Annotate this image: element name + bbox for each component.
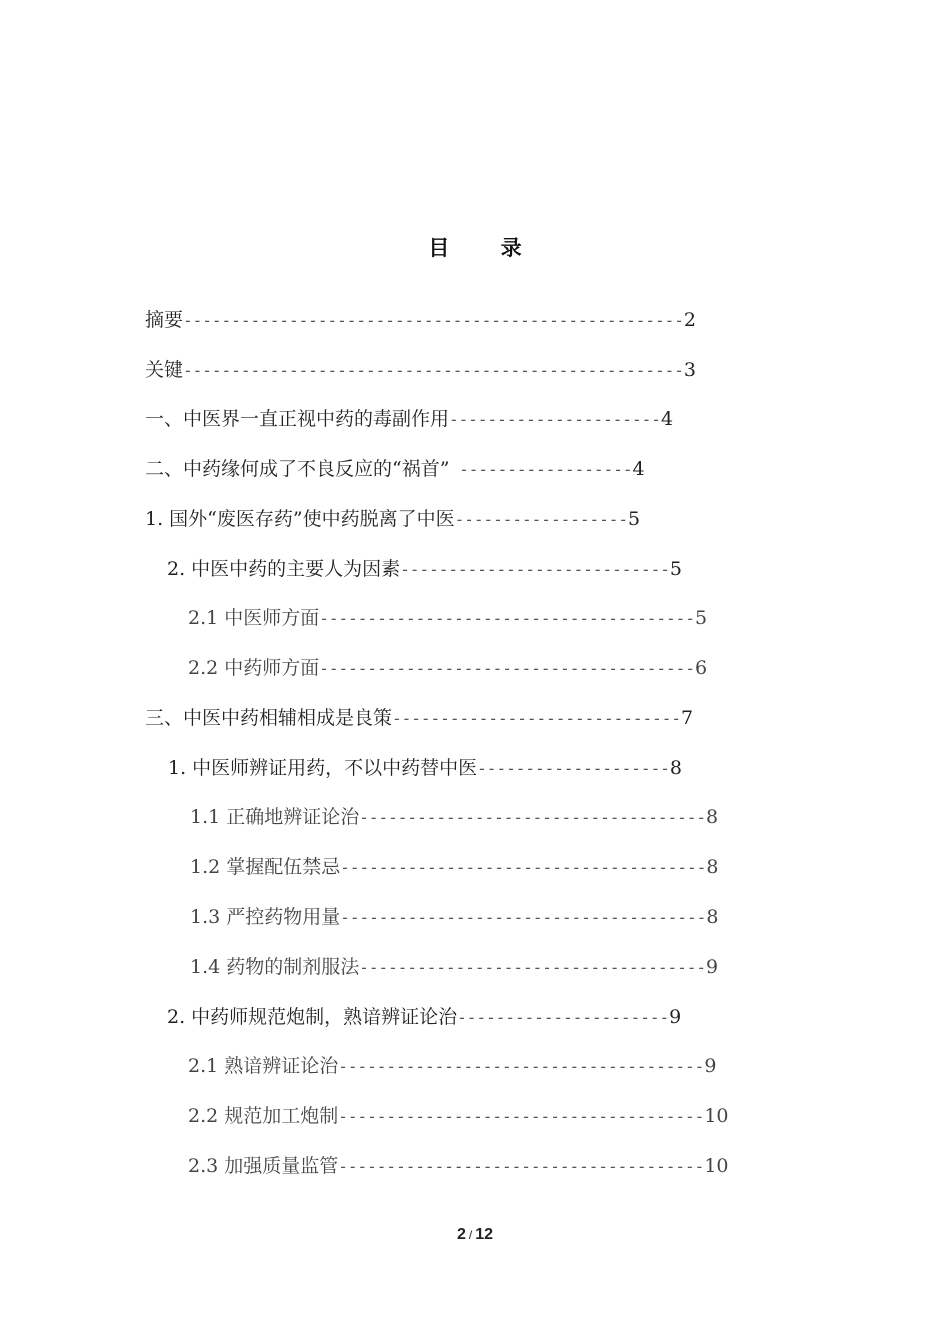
toc-page-number: 5 [694,607,708,629]
toc-entry-label: 2.1 中医师方面 [188,607,320,629]
toc-entry-section-2[interactable] [145,455,760,483]
toc-page-number: 7 [681,707,694,729]
page-separator: / [468,1228,473,1242]
toc-entry-section-2-2[interactable] [167,555,760,583]
toc-leader: ---------------------------- [400,560,670,579]
toc-entry-label: 三、中医中药相辅相成是良策 [145,707,393,729]
toc-leader: ---------------------------------------------------- [183,311,684,330]
toc-entry-label: 2.2 规范加工炮制 [188,1105,339,1127]
toc-page-number: 8 [669,757,682,779]
toc-leader: ------------------------------------ [359,808,707,827]
toc-entry-keywords[interactable] [145,356,760,384]
toc-leader: ---------------------------------------------------- [183,361,684,380]
toc-leader: -------------------------------------- [340,908,707,927]
toc-entry-section-3-1-1[interactable] [190,803,775,831]
toc-page-number: 9 [669,1006,682,1028]
toc-page-number: 5 [628,508,641,530]
toc-page-number: 9 [704,1055,717,1077]
toc-page-number: 6 [694,657,708,679]
toc-leader: -------------------------------------- [338,1057,705,1076]
toc-page-number: 5 [669,558,682,580]
toc-leader: ------------------ [449,460,633,479]
toc-entry-section-3-2-1[interactable] [188,1052,775,1080]
toc-entry-label: 2.3 加强质量监管 [188,1155,339,1177]
toc-leader: --------------------------------------- [319,609,695,628]
toc-entry-label: 1.4 药物的制剂服法 [190,956,360,978]
toc-page-number: 4 [632,458,645,480]
current-page-number: 2 [456,1226,466,1243]
toc-page-number: 4 [660,408,674,430]
toc-entry-section-2-2-1[interactable] [188,604,763,632]
toc-leader: ------------------------------ [392,709,681,728]
toc-title: 目 录 [428,235,544,260]
toc-leader: ------------------ [454,510,628,529]
toc-entry-label: 1. 国外“废医存药”使中药脱离了中医 [145,508,455,530]
toc-leader: --------------------------------------- [319,659,695,678]
total-pages-number: 12 [475,1226,494,1243]
toc-page-number: 9 [706,956,719,978]
toc-entry-section-3-1-4[interactable] [190,953,775,981]
toc-page-number: 8 [706,806,719,828]
toc-leader: -------------------- [477,759,670,778]
toc-entry-section-3-2-2[interactable] [188,1102,788,1130]
toc-entry-abstract[interactable] [145,306,760,334]
toc-entry-label: 2. 中药师规范炮制，熟谙辨证论治 [167,1006,458,1028]
toc-leader: ------------------------------------ [359,958,707,977]
toc-entry-label: 一、中医界一直正视中药的毒副作用 [145,408,450,430]
toc-page-number: 10 [704,1105,729,1127]
toc-entry-label: 2. 中医中药的主要人为因素 [167,558,401,580]
toc-entry-label: 摘要 [145,309,184,331]
toc-entry-section-2-1[interactable] [145,505,760,533]
toc-page-number: 2 [683,309,697,331]
toc-page-number: 3 [683,359,697,381]
toc-entry-label: 关键 [145,359,184,381]
toc-page-number: 8 [706,906,719,928]
toc-leader: -------------------------------------- [338,1107,705,1126]
toc-entry-section-3-2-3[interactable] [188,1152,788,1180]
toc-entry-section-3-1-2[interactable] [190,853,775,881]
toc-entry-label: 1. 中医师辨证用药，不以中药替中医 [168,757,478,779]
toc-entry-section-3-2[interactable] [167,1003,772,1031]
toc-leader: -------------------------------------- [338,1157,705,1176]
toc-entry-section-3-1[interactable] [168,754,775,782]
toc-entry-label: 二、中药缘何成了不良反应的“祸首” [145,458,450,480]
toc-entry-section-1[interactable] [145,405,760,433]
toc-page-number: 8 [706,856,719,878]
toc-page-number: 10 [704,1155,729,1177]
toc-entry-section-3-1-3[interactable] [190,903,775,931]
toc-leader: ---------------------- [457,1008,670,1027]
toc-entry-section-2-2-2[interactable] [188,654,763,682]
toc-entry-label: 1.2 掌握配伍禁忌 [190,856,341,878]
toc-entry-label: 2.1 熟谙辨证论治 [188,1055,339,1077]
page-number-footer [0,1226,950,1244]
toc-entry-label: 1.1 正确地辨证论治 [190,806,360,828]
toc-leader: ---------------------- [449,410,661,429]
toc-entry-section-3[interactable] [145,704,773,732]
toc-entry-label: 2.2 中药师方面 [188,657,320,679]
toc-entry-label: 1.3 严控药物用量 [190,906,341,928]
toc-leader: -------------------------------------- [340,858,707,877]
